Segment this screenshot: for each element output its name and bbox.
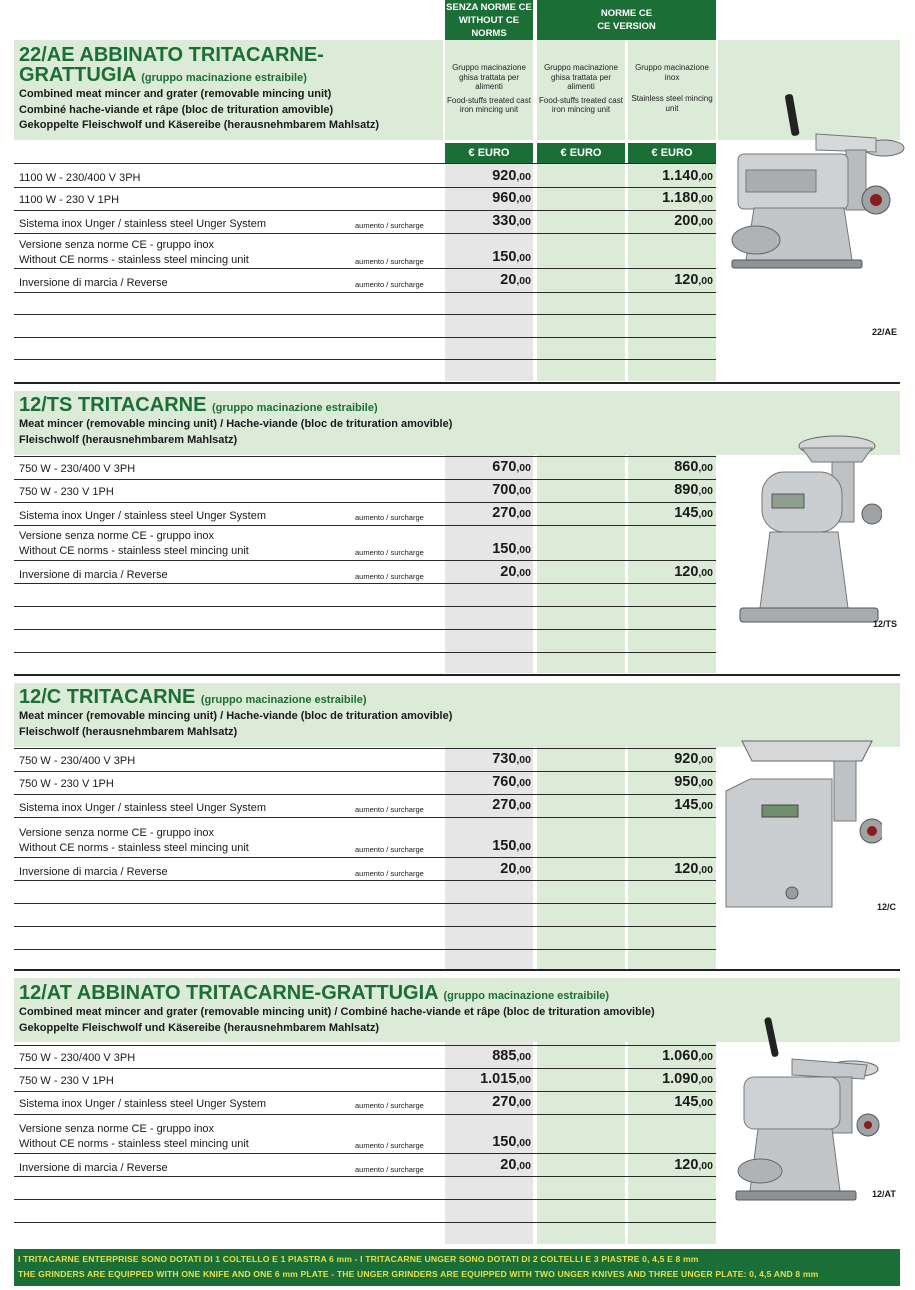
s3-row3-label: Sistema inox Unger / stainless steel Unger System [19, 802, 266, 814]
s3-row2-price-c: 950,00 [674, 774, 713, 790]
s1-row4-surcharge: aumento / surcharge [355, 257, 424, 266]
s1-desc-line1: Combined meat mincer and grater (removable mincing unit) [19, 88, 332, 100]
s1-title-line2: GRATTUGIA (gruppo macinazione estraibile) [19, 64, 307, 86]
s4-row2-price-c: 1.090,00 [662, 1071, 713, 1087]
s2-row4-price-a: 150,00 [492, 541, 531, 557]
s4-rule [14, 1153, 716, 1154]
meat-mincer-grater-small-image [732, 1015, 882, 1215]
header-col-ce-line2: CE VERSION [597, 21, 656, 32]
s2-row5-price-c: 120,00 [674, 564, 713, 580]
s1-rule [14, 314, 716, 315]
s1-row4-price-a: 150,00 [492, 249, 531, 265]
s3-col-b-body [537, 747, 625, 969]
s4-row4-surcharge: aumento / surcharge [355, 1141, 424, 1150]
s1-note-col-a [446, 63, 532, 115]
s3-rule [14, 857, 716, 858]
s2-row4-surcharge: aumento / surcharge [355, 548, 424, 557]
s3-row5-surcharge: aumento / surcharge [355, 869, 424, 878]
s1-desc [19, 87, 379, 134]
section-divider [14, 382, 900, 384]
s1-row4-label2: Without CE norms - stainless steel mincing unit [19, 254, 249, 266]
s1-rule [14, 187, 716, 188]
s2-row5-price-a: 20,00 [500, 564, 531, 580]
s3-row1-price-a: 730,00 [492, 751, 531, 767]
s4-rule [14, 1091, 716, 1092]
s4-row5-label: Inversione di marcia / Reverse [19, 1162, 168, 1174]
s2-row4-label [19, 529, 249, 559]
s3-row3-price-a: 270,00 [492, 797, 531, 813]
s3-row5-label: Inversione di marcia / Reverse [19, 866, 168, 878]
s3-row4-label2: Without CE norms - stainless steel mincing unit [19, 842, 249, 854]
meat-mincer-cabinet-image [722, 735, 882, 915]
s2-title: 12/TS TRITACARNE (gruppo macinazione estraibile) [19, 394, 378, 416]
s4-rule [14, 1199, 716, 1200]
s3-subtitle: (gruppo macinazione estraibile) [200, 694, 367, 706]
s3-row4-surcharge: aumento / surcharge [355, 845, 424, 854]
s2-desc [19, 417, 452, 448]
s2-row2-price-c: 890,00 [674, 482, 713, 498]
s1-note-c2: Stainless steel mincing unit [631, 94, 713, 113]
s1-rule [14, 233, 716, 234]
s1-row5-price-c: 120,00 [674, 272, 713, 288]
s4-row5-price-a: 20,00 [500, 1157, 531, 1173]
s3-rule [14, 926, 716, 927]
s1-note-c1: Gruppo macinazione inox [635, 63, 709, 82]
s4-rule [14, 1068, 716, 1069]
s3-rule [14, 771, 716, 772]
s4-row3-price-c: 145,00 [674, 1094, 713, 1110]
s2-row2-price-a: 700,00 [492, 482, 531, 498]
s4-rule [14, 1114, 716, 1115]
footer-line-it: I TRITACARNE ENTERPRISE SONO DOTATI DI 1 COLTELLO E 1 PIASTRA 6 mm - I TRITACARNE UNGER SONO DOTATI DI 2 COLTELLI E 3 PIASTRE 0, 4,5 E 8 mm [18, 1254, 699, 1264]
s3-title: 12/C TRITACARNE (gruppo macinazione estraibile) [19, 686, 367, 708]
s3-row1-label: 750 W - 230/400 V 3PH [19, 755, 136, 767]
header-col-without-ce [445, 0, 533, 40]
s1-row2-label: 1100 W - 230 V 1PH [19, 194, 120, 206]
s3-row4-label1: Versione senza norme CE - gruppo inox [19, 827, 215, 839]
s1-euro-b: € EURO [537, 143, 625, 163]
s4-rule [14, 1045, 716, 1046]
s2-rule [14, 629, 716, 630]
section-divider [14, 969, 900, 971]
s1-rule [14, 210, 716, 211]
s2-model-label: 12/TS [873, 619, 898, 629]
header-col-without-ce-line1: SENZA NORME CE [446, 1, 532, 13]
s1-rule [14, 163, 716, 164]
s2-row3-surcharge: aumento / surcharge [355, 513, 424, 522]
s4-row1-label: 750 W - 230/400 V 3PH [19, 1052, 136, 1064]
s3-row3-price-c: 145,00 [674, 797, 713, 813]
s2-subtitle: (gruppo macinazione estraibile) [211, 402, 378, 414]
header-col-without-ce-line2: WITHOUT CE NORMS [458, 14, 520, 39]
s1-row2-price-a: 960,00 [492, 190, 531, 206]
s4-row3-price-a: 270,00 [492, 1094, 531, 1110]
s1-euro-c: € EURO [628, 143, 716, 163]
s1-row3-surcharge: aumento / surcharge [355, 221, 424, 230]
s1-rule [14, 268, 716, 269]
s1-note-a2: Food-stuffs treated cast iron mincing unit [447, 95, 531, 114]
s4-row1-price-a: 885,00 [492, 1048, 531, 1064]
footer-banner [14, 1249, 900, 1286]
s2-desc-line1: Meat mincer (removable mincing unit) / Hache-viande (bloc de trituration amovible) [19, 418, 453, 430]
s1-rule [14, 359, 716, 360]
s3-rule [14, 949, 716, 950]
s1-desc-line2: Combiné hache-viande et râpe (bloc de trituration amovible) [19, 103, 334, 116]
s4-desc-line1: Combined meat mincer and grater (removable mincing unit) / Combiné hache-viande et râpe (bloc de trituration amovible) [19, 1006, 655, 1018]
s1-note-col-b [538, 63, 624, 115]
s1-row5-label: Inversione di marcia / Reverse [19, 277, 168, 289]
s1-row3-price-a: 330,00 [492, 213, 531, 229]
s2-row1-label: 750 W - 230/400 V 3PH [19, 463, 136, 475]
s1-note-col-c [629, 63, 715, 113]
s2-rule [14, 583, 716, 584]
s1-rule [14, 337, 716, 338]
s4-row4-label2: Without CE norms - stainless steel mincing unit [19, 1138, 249, 1150]
s1-model-label: 22/AE [872, 327, 898, 337]
s2-col-b-body [537, 455, 625, 673]
s2-row4-label1: Versione senza norme CE - gruppo inox [19, 530, 215, 542]
section-divider [14, 674, 900, 676]
s1-row5-price-a: 20,00 [500, 272, 531, 288]
s4-desc [19, 1005, 655, 1036]
s1-note-b2: Food-stuffs treated cast iron mincing unit [539, 95, 623, 114]
s2-rule [14, 456, 716, 457]
s2-row4-label2: Without CE norms - stainless steel mincing unit [19, 545, 249, 557]
s4-row5-price-c: 120,00 [674, 1157, 713, 1173]
s2-row2-label: 750 W - 230 V 1PH [19, 486, 114, 498]
s4-desc-line2: Gekoppelte Fleischwolf und Käsereibe (herausnehmbarem Mahlsatz) [19, 1021, 380, 1034]
s1-row1-price-c: 1.140,00 [662, 168, 713, 184]
s4-col-b-body [537, 1042, 625, 1244]
s1-row4-label [19, 238, 249, 268]
s4-row3-label: Sistema inox Unger / stainless steel Unger System [19, 1098, 266, 1110]
s4-row1-price-c: 1.060,00 [662, 1048, 713, 1064]
s3-model-label: 12/C [877, 902, 897, 912]
s1-row3-price-c: 200,00 [674, 213, 713, 229]
s2-rule [14, 560, 716, 561]
s3-desc-line2: Fleischwolf (herausnehmbarem Mahlsatz) [19, 725, 238, 738]
s1-col-b-body [537, 163, 625, 381]
s4-row5-surcharge: aumento / surcharge [355, 1165, 424, 1174]
s4-row4-price-a: 150,00 [492, 1134, 531, 1150]
s2-rule [14, 525, 716, 526]
s3-desc [19, 709, 452, 740]
s4-row4-label1: Versione senza norme CE - gruppo inox [19, 1123, 215, 1135]
s3-row2-label: 750 W - 230 V 1PH [19, 778, 114, 790]
s3-row5-price-c: 120,00 [674, 861, 713, 877]
s4-subtitle: (gruppo macinazione estraibile) [443, 990, 610, 1002]
s1-euro-a: € EURO [445, 143, 533, 163]
s4-row2-price-a: 1.015,00 [480, 1071, 531, 1087]
s4-title: 12/AT ABBINATO TRITACARNE-GRATTUGIA (gruppo macinazione estraibile) [19, 982, 610, 1004]
s1-row3-label: Sistema inox Unger / stainless steel Unger System [19, 218, 266, 230]
s2-rule [14, 502, 716, 503]
s2-row3-label: Sistema inox Unger / stainless steel Unger System [19, 510, 266, 522]
s4-row2-label: 750 W - 230 V 1PH [19, 1075, 114, 1087]
s2-row1-price-a: 670,00 [492, 459, 531, 475]
s3-row2-price-a: 760,00 [492, 774, 531, 790]
s3-rule [14, 903, 716, 904]
s3-row4-label [19, 826, 249, 856]
s3-desc-line1: Meat mincer (removable mincing unit) / Hache-viande (bloc de trituration amovible) [19, 710, 453, 722]
s3-rule [14, 794, 716, 795]
s3-rule [14, 748, 716, 749]
s4-rule [14, 1222, 716, 1223]
s2-row1-price-c: 860,00 [674, 459, 713, 475]
s2-row3-price-c: 145,00 [674, 505, 713, 521]
footer-line-en: THE GRINDERS ARE EQUIPPED WITH ONE KNIFE AND ONE 6 mm PLATE - THE UNGER GRINDERS ARE EQUIPPED WITH TWO UNGER KNIVES AND THREE UNGER PLATE: 0, 4,5 AND 8 mm [18, 1269, 819, 1279]
s3-rule [14, 880, 716, 881]
s1-subtitle: (gruppo macinazione estraibile) [141, 72, 307, 84]
s1-row1-label: 1100 W - 230/400 V 3PH [19, 172, 141, 184]
s3-row4-price-a: 150,00 [492, 838, 531, 854]
s1-row4-label1: Versione senza norme CE - gruppo inox [19, 239, 215, 251]
s1-note-b1: Gruppo macinazione ghisa trattata per alimenti [544, 63, 618, 91]
s4-row4-label [19, 1122, 249, 1152]
meat-mincer-grater-image [726, 92, 906, 292]
s3-rule [14, 817, 716, 818]
s1-row5-surcharge: aumento / surcharge [355, 280, 424, 289]
s1-row1-price-a: 920,00 [492, 168, 531, 184]
s3-row5-price-a: 20,00 [500, 861, 531, 877]
s3-row3-surcharge: aumento / surcharge [355, 805, 424, 814]
s4-row3-surcharge: aumento / surcharge [355, 1101, 424, 1110]
s2-rule [14, 479, 716, 480]
s1-note-a1: Gruppo macinazione ghisa trattata per alimenti [452, 63, 526, 91]
header-col-ce-version [537, 0, 716, 40]
s4-model-label: 12/AT [872, 1189, 896, 1199]
s2-row3-price-a: 270,00 [492, 505, 531, 521]
meat-mincer-image [732, 432, 882, 632]
s2-row5-surcharge: aumento / surcharge [355, 572, 424, 581]
s3-row1-price-c: 920,00 [674, 751, 713, 767]
header-col-ce-line1: NORME CE [600, 8, 653, 19]
s2-rule [14, 652, 716, 653]
s2-desc-line2: Fleischwolf (herausnehmbarem Mahlsatz) [19, 433, 238, 446]
s1-rule [14, 292, 716, 293]
s2-row5-label: Inversione di marcia / Reverse [19, 569, 168, 581]
s1-title: 22/AE ABBINATO TRITACARNE- [19, 44, 324, 66]
s1-desc-line3: Gekoppelte Fleischwolf und Käsereibe (herausnehmbarem Mahlsatz) [19, 119, 380, 131]
s2-rule [14, 606, 716, 607]
s1-row2-price-c: 1.180,00 [662, 190, 713, 206]
s4-rule [14, 1176, 716, 1177]
